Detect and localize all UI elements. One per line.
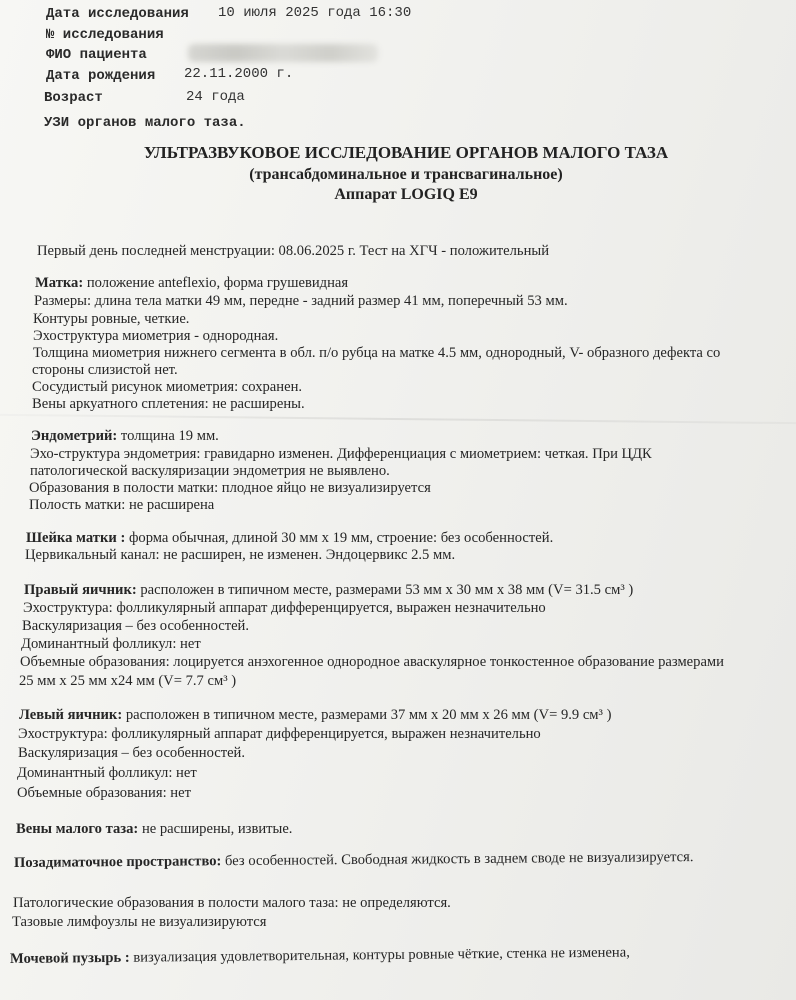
left-ovary-line-4: Доминантный фолликул: нет bbox=[17, 765, 197, 781]
retro-space-line: Позадиматочное пространство: без особенностей. Свободная жидкость в заднем своде не визуализируется. bbox=[13, 849, 694, 871]
cervix-line-1: Шейка матки : форма обычная, длиной 30 мм х 19 мм, строение: без особенностей. bbox=[26, 530, 554, 546]
uterus-line-3: Контуры ровные, четкие. bbox=[33, 311, 190, 327]
right-ovary-line-4: Доминантный фолликул: нет bbox=[21, 636, 201, 652]
cervix-heading: Шейка матки : bbox=[26, 530, 126, 546]
endometrium-line-2: Эхо-структура эндометрия: гравидарно изменен. Дифференциация с миометрием: четкая. При ЦДК bbox=[30, 446, 652, 462]
right-ovary-line-5: Объемные образования: лоцируется анэхогенное однородное аваскулярное тонкостенное образование размерами bbox=[20, 654, 724, 670]
endometrium-line-1: Эндометрий: толщина 19 мм. bbox=[31, 428, 219, 444]
right-ovary-line-3: Васкуляризация – без особенностей. bbox=[22, 618, 250, 634]
redacted-name bbox=[188, 44, 378, 62]
left-ovary-heading: Левый яичник: bbox=[19, 707, 123, 723]
uterus-line-6: стороны слизистой нет. bbox=[32, 362, 178, 378]
pathology-line-1: Патологические образования в полости малого таза: не определяются. bbox=[13, 895, 451, 911]
birth-date-label: Дата рождения bbox=[46, 68, 156, 84]
pelvic-veins-heading: Вены малого таза: bbox=[16, 821, 139, 837]
right-ovary-line-2: Эхоструктура: фолликулярный аппарат дифференцируется, выражен незначительно bbox=[23, 600, 546, 616]
study-date-value: 10 июля 2025 года 16:30 bbox=[218, 5, 412, 21]
uterus-line-7: Сосудистый рисунок миометрия: сохранен. bbox=[32, 379, 303, 395]
uterus-line-8: Вены аркуатного сплетения: не расширены. bbox=[32, 396, 305, 412]
left-ovary-line-2: Эхоструктура: фолликулярный аппарат дифференцируется, выражен незначительно bbox=[18, 726, 541, 742]
uterus-line-5: Толщина миометрия нижнего сегмента в обл. п/о рубца на матке 4.5 мм, однородный, V- образного дефекта со bbox=[33, 345, 721, 361]
retro-space-heading: Позадиматочное пространство: bbox=[13, 853, 222, 871]
device-name: Аппарат LOGIQ E9 bbox=[334, 186, 478, 203]
uterus-line-1: Матка: положение anteflexio, форма грушевидная bbox=[35, 275, 349, 291]
report-subtitle: (трансабдоминальное и трансвагинальное) bbox=[249, 166, 563, 183]
right-ovary-line-6: 25 мм х 25 мм х24 мм (V= 7.7 см³ ) bbox=[19, 673, 237, 689]
endometrium-line-3: патологической васкуляризации эндометрия не выявлено. bbox=[30, 463, 390, 479]
endometrium-line-4: Образования в полости матки: плодное яйцо не визуализируется bbox=[29, 480, 431, 496]
pathology-line-2: Тазовые лимфоузлы не визуализируются bbox=[12, 914, 267, 930]
age-value: 24 года bbox=[186, 89, 245, 105]
exam-type: УЗИ органов малого таза. bbox=[44, 115, 246, 131]
last-menstruation: Первый день последней менструации: 08.06.2025 г. Тест на ХГЧ - положительный bbox=[37, 243, 549, 259]
patient-name-label: ФИО пациента bbox=[46, 47, 147, 63]
left-ovary-line-1: Левый яичник: расположен в типичном месте, размерами 37 мм х 20 мм х 26 мм (V= 9.9 см³ ) bbox=[19, 707, 612, 723]
age-label: Возраст bbox=[44, 90, 103, 106]
report-title: УЛЬТРАЗВУКОВОЕ ИССЛЕДОВАНИЕ ОРГАНОВ МАЛОГО ТАЗА bbox=[143, 143, 669, 162]
right-ovary-heading: Правый яичник: bbox=[24, 582, 137, 598]
cervix-line-2: Цервикальный канал: не расширен, не изменен. Эндоцервикс 2.5 мм. bbox=[25, 547, 456, 563]
endometrium-heading: Эндометрий: bbox=[31, 428, 118, 444]
study-date-label: Дата исследования bbox=[46, 6, 189, 22]
pelvic-veins-line: Вены малого таза: не расширены, извитые. bbox=[16, 821, 293, 837]
endometrium-line-5: Полость матки: не расширена bbox=[29, 497, 215, 513]
left-ovary-line-5: Объемные образования: нет bbox=[17, 785, 191, 801]
bladder-line: Мочевой пузырь : визуализация удовлетворительная, контуры ровные чёткие, стенка не изменена, bbox=[9, 944, 630, 967]
uterus-line-2: Размеры: длина тела матки 49 мм, передне - задний размер 41 мм, поперечный 53 мм. bbox=[34, 293, 568, 309]
right-ovary-line-1: Правый яичник: расположен в типичном месте, размерами 53 мм х 30 мм х 38 мм (V= 31.5 см³ ) bbox=[24, 582, 634, 598]
paper-fold bbox=[0, 414, 796, 424]
left-ovary-line-3: Васкуляризация – без особенностей. bbox=[18, 745, 246, 761]
uterus-heading: Матка: bbox=[35, 275, 84, 291]
study-number-label: № исследования bbox=[46, 27, 164, 43]
birth-date-value: 22.11.2000 г. bbox=[184, 66, 294, 82]
bladder-heading: Мочевой пузырь : bbox=[9, 949, 130, 967]
uterus-line-4: Эхоструктура миометрия - однородная. bbox=[33, 328, 279, 344]
